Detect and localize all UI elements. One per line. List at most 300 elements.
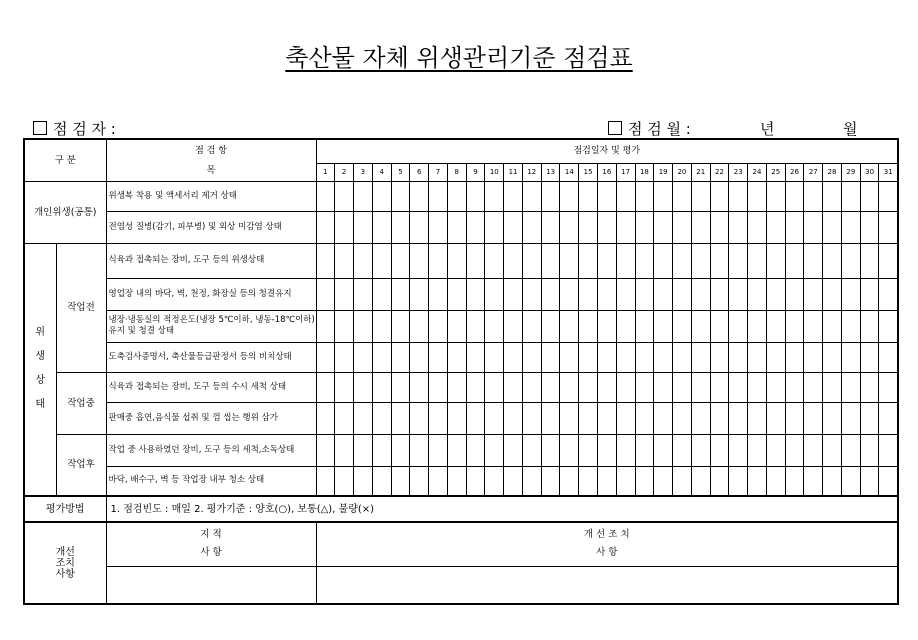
grid-cell[interactable] (691, 243, 710, 278)
grid-cell[interactable] (316, 342, 335, 372)
grid-cell[interactable] (616, 243, 635, 278)
grid-cell[interactable] (579, 342, 598, 372)
grid-cell[interactable] (654, 181, 673, 211)
grid-cell[interactable] (729, 243, 748, 278)
grid-cell[interactable] (635, 466, 654, 496)
grid-cell[interactable] (429, 278, 448, 310)
grid-cell[interactable] (466, 310, 485, 342)
grid-cell[interactable] (466, 211, 485, 243)
grid-cell[interactable] (710, 181, 729, 211)
grid-cell[interactable] (804, 342, 823, 372)
grid-cell[interactable] (691, 211, 710, 243)
grid-cell[interactable] (841, 342, 860, 372)
grid-cell[interactable] (710, 372, 729, 402)
grid-cell[interactable] (785, 372, 804, 402)
grid-cell[interactable] (691, 342, 710, 372)
grid-cell[interactable] (597, 243, 616, 278)
grid-cell[interactable] (710, 211, 729, 243)
grid-cell[interactable] (466, 372, 485, 402)
grid-cell[interactable] (879, 466, 898, 496)
grid-cell[interactable] (391, 466, 410, 496)
grid-cell[interactable] (354, 466, 373, 496)
grid-cell[interactable] (616, 310, 635, 342)
grid-cell[interactable] (447, 372, 466, 402)
grid-cell[interactable] (410, 181, 429, 211)
grid-cell[interactable] (860, 278, 879, 310)
grid-cell[interactable] (391, 181, 410, 211)
grid-cell[interactable] (485, 278, 504, 310)
grid-cell[interactable] (391, 243, 410, 278)
grid-cell[interactable] (447, 466, 466, 496)
grid-cell[interactable] (541, 310, 560, 342)
grid-cell[interactable] (391, 372, 410, 402)
grid-cell[interactable] (823, 372, 842, 402)
grid-cell[interactable] (335, 211, 354, 243)
grid-cell[interactable] (522, 434, 541, 466)
grid-cell[interactable] (429, 434, 448, 466)
grid-cell[interactable] (316, 372, 335, 402)
grid-cell[interactable] (391, 342, 410, 372)
grid-cell[interactable] (410, 243, 429, 278)
grid-cell[interactable] (447, 342, 466, 372)
grid-cell[interactable] (579, 181, 598, 211)
grid-cell[interactable] (541, 434, 560, 466)
grid-cell[interactable] (504, 310, 523, 342)
grid-cell[interactable] (410, 466, 429, 496)
grid-cell[interactable] (823, 243, 842, 278)
grid-cell[interactable] (804, 211, 823, 243)
grid-cell[interactable] (766, 372, 785, 402)
grid-cell[interactable] (541, 372, 560, 402)
grid-cell[interactable] (841, 434, 860, 466)
grid-cell[interactable] (391, 278, 410, 310)
grid-cell[interactable] (635, 310, 654, 342)
grid-cell[interactable] (879, 243, 898, 278)
grid-cell[interactable] (316, 402, 335, 434)
grid-cell[interactable] (766, 181, 785, 211)
grid-cell[interactable] (504, 243, 523, 278)
grid-cell[interactable] (860, 466, 879, 496)
grid-cell[interactable] (485, 310, 504, 342)
grid-cell[interactable] (616, 278, 635, 310)
grid-cell[interactable] (485, 211, 504, 243)
grid-cell[interactable] (597, 211, 616, 243)
grid-cell[interactable] (729, 402, 748, 434)
grid-cell[interactable] (447, 243, 466, 278)
grid-cell[interactable] (654, 402, 673, 434)
grid-cell[interactable] (691, 434, 710, 466)
grid-cell[interactable] (654, 466, 673, 496)
grid-cell[interactable] (785, 181, 804, 211)
grid-cell[interactable] (372, 466, 391, 496)
grid-cell[interactable] (597, 434, 616, 466)
grid-cell[interactable] (804, 310, 823, 342)
grid-cell[interactable] (391, 434, 410, 466)
grid-cell[interactable] (447, 211, 466, 243)
grid-cell[interactable] (729, 342, 748, 372)
grid-cell[interactable] (429, 243, 448, 278)
grid-cell[interactable] (691, 372, 710, 402)
grid-cell[interactable] (354, 310, 373, 342)
point-out-input[interactable] (106, 566, 316, 604)
grid-cell[interactable] (541, 402, 560, 434)
grid-cell[interactable] (354, 181, 373, 211)
grid-cell[interactable] (410, 434, 429, 466)
grid-cell[interactable] (541, 243, 560, 278)
grid-cell[interactable] (579, 402, 598, 434)
grid-cell[interactable] (429, 181, 448, 211)
grid-cell[interactable] (335, 372, 354, 402)
grid-cell[interactable] (354, 243, 373, 278)
grid-cell[interactable] (466, 278, 485, 310)
grid-cell[interactable] (673, 243, 692, 278)
grid-cell[interactable] (447, 181, 466, 211)
grid-cell[interactable] (785, 278, 804, 310)
grid-cell[interactable] (316, 466, 335, 496)
grid-cell[interactable] (860, 402, 879, 434)
grid-cell[interactable] (466, 181, 485, 211)
grid-cell[interactable] (579, 372, 598, 402)
grid-cell[interactable] (635, 402, 654, 434)
grid-cell[interactable] (635, 278, 654, 310)
grid-cell[interactable] (316, 434, 335, 466)
grid-cell[interactable] (466, 402, 485, 434)
grid-cell[interactable] (748, 211, 767, 243)
grid-cell[interactable] (729, 211, 748, 243)
grid-cell[interactable] (522, 181, 541, 211)
grid-cell[interactable] (541, 211, 560, 243)
grid-cell[interactable] (410, 402, 429, 434)
grid-cell[interactable] (316, 278, 335, 310)
grid-cell[interactable] (654, 372, 673, 402)
grid-cell[interactable] (860, 310, 879, 342)
grid-cell[interactable] (597, 466, 616, 496)
grid-cell[interactable] (710, 402, 729, 434)
grid-cell[interactable] (597, 372, 616, 402)
grid-cell[interactable] (823, 278, 842, 310)
grid-cell[interactable] (841, 181, 860, 211)
grid-cell[interactable] (766, 243, 785, 278)
grid-cell[interactable] (673, 278, 692, 310)
grid-cell[interactable] (823, 434, 842, 466)
grid-cell[interactable] (804, 243, 823, 278)
grid-cell[interactable] (766, 342, 785, 372)
grid-cell[interactable] (541, 278, 560, 310)
grid-cell[interactable] (654, 278, 673, 310)
grid-cell[interactable] (560, 243, 579, 278)
grid-cell[interactable] (879, 211, 898, 243)
grid-cell[interactable] (372, 243, 391, 278)
grid-cell[interactable] (654, 211, 673, 243)
grid-cell[interactable] (710, 466, 729, 496)
grid-cell[interactable] (391, 211, 410, 243)
grid-cell[interactable] (691, 278, 710, 310)
grid-cell[interactable] (673, 342, 692, 372)
grid-cell[interactable] (748, 243, 767, 278)
grid-cell[interactable] (504, 211, 523, 243)
grid-cell[interactable] (354, 342, 373, 372)
grid-cell[interactable] (748, 278, 767, 310)
grid-cell[interactable] (429, 372, 448, 402)
grid-cell[interactable] (541, 181, 560, 211)
grid-cell[interactable] (522, 466, 541, 496)
grid-cell[interactable] (841, 243, 860, 278)
grid-cell[interactable] (785, 243, 804, 278)
grid-cell[interactable] (691, 310, 710, 342)
grid-cell[interactable] (841, 402, 860, 434)
grid-cell[interactable] (748, 181, 767, 211)
grid-cell[interactable] (522, 342, 541, 372)
grid-cell[interactable] (372, 342, 391, 372)
grid-cell[interactable] (316, 310, 335, 342)
grid-cell[interactable] (804, 466, 823, 496)
grid-cell[interactable] (597, 278, 616, 310)
grid-cell[interactable] (372, 372, 391, 402)
grid-cell[interactable] (673, 181, 692, 211)
grid-cell[interactable] (541, 466, 560, 496)
grid-cell[interactable] (429, 211, 448, 243)
grid-cell[interactable] (504, 402, 523, 434)
grid-cell[interactable] (597, 181, 616, 211)
grid-cell[interactable] (766, 211, 785, 243)
grid-cell[interactable] (372, 310, 391, 342)
grid-cell[interactable] (804, 181, 823, 211)
grid-cell[interactable] (354, 278, 373, 310)
grid-cell[interactable] (372, 181, 391, 211)
grid-cell[interactable] (673, 434, 692, 466)
grid-cell[interactable] (860, 243, 879, 278)
grid-cell[interactable] (466, 243, 485, 278)
grid-cell[interactable] (316, 211, 335, 243)
grid-cell[interactable] (710, 434, 729, 466)
grid-cell[interactable] (673, 310, 692, 342)
grid-cell[interactable] (466, 342, 485, 372)
grid-cell[interactable] (804, 434, 823, 466)
grid-cell[interactable] (429, 466, 448, 496)
grid-cell[interactable] (729, 310, 748, 342)
grid-cell[interactable] (635, 342, 654, 372)
grid-cell[interactable] (447, 434, 466, 466)
grid-cell[interactable] (579, 434, 598, 466)
grid-cell[interactable] (522, 211, 541, 243)
grid-cell[interactable] (841, 466, 860, 496)
grid-cell[interactable] (391, 402, 410, 434)
grid-cell[interactable] (485, 372, 504, 402)
grid-cell[interactable] (748, 402, 767, 434)
grid-cell[interactable] (673, 466, 692, 496)
grid-cell[interactable] (372, 402, 391, 434)
grid-cell[interactable] (673, 402, 692, 434)
grid-cell[interactable] (879, 278, 898, 310)
grid-cell[interactable] (748, 310, 767, 342)
grid-cell[interactable] (335, 402, 354, 434)
grid-cell[interactable] (354, 372, 373, 402)
grid-cell[interactable] (785, 434, 804, 466)
grid-cell[interactable] (823, 402, 842, 434)
grid-cell[interactable] (541, 342, 560, 372)
grid-cell[interactable] (823, 310, 842, 342)
grid-cell[interactable] (522, 243, 541, 278)
grid-cell[interactable] (429, 402, 448, 434)
grid-cell[interactable] (691, 181, 710, 211)
grid-cell[interactable] (579, 310, 598, 342)
grid-cell[interactable] (522, 372, 541, 402)
grid-cell[interactable] (429, 310, 448, 342)
grid-cell[interactable] (335, 466, 354, 496)
grid-cell[interactable] (860, 434, 879, 466)
grid-cell[interactable] (597, 310, 616, 342)
grid-cell[interactable] (485, 402, 504, 434)
grid-cell[interactable] (335, 342, 354, 372)
grid-cell[interactable] (729, 372, 748, 402)
grid-cell[interactable] (410, 278, 429, 310)
grid-cell[interactable] (616, 211, 635, 243)
grid-cell[interactable] (635, 434, 654, 466)
grid-cell[interactable] (504, 372, 523, 402)
grid-cell[interactable] (560, 342, 579, 372)
grid-cell[interactable] (597, 402, 616, 434)
grid-cell[interactable] (579, 466, 598, 496)
grid-cell[interactable] (766, 434, 785, 466)
grid-cell[interactable] (522, 402, 541, 434)
grid-cell[interactable] (710, 310, 729, 342)
grid-cell[interactable] (654, 342, 673, 372)
grid-cell[interactable] (766, 278, 785, 310)
grid-cell[interactable] (823, 466, 842, 496)
grid-cell[interactable] (560, 372, 579, 402)
grid-cell[interactable] (560, 466, 579, 496)
grid-cell[interactable] (410, 310, 429, 342)
grid-cell[interactable] (823, 211, 842, 243)
grid-cell[interactable] (860, 342, 879, 372)
grid-cell[interactable] (616, 372, 635, 402)
grid-cell[interactable] (691, 466, 710, 496)
grid-cell[interactable] (879, 434, 898, 466)
grid-cell[interactable] (504, 434, 523, 466)
grid-cell[interactable] (316, 243, 335, 278)
grid-cell[interactable] (766, 402, 785, 434)
grid-cell[interactable] (485, 466, 504, 496)
grid-cell[interactable] (879, 310, 898, 342)
grid-cell[interactable] (710, 342, 729, 372)
grid-cell[interactable] (447, 402, 466, 434)
grid-cell[interactable] (560, 434, 579, 466)
grid-cell[interactable] (579, 211, 598, 243)
grid-cell[interactable] (522, 278, 541, 310)
grid-cell[interactable] (879, 342, 898, 372)
grid-cell[interactable] (391, 310, 410, 342)
grid-cell[interactable] (354, 211, 373, 243)
grid-cell[interactable] (729, 181, 748, 211)
inspector-checkbox[interactable] (33, 121, 47, 135)
grid-cell[interactable] (841, 211, 860, 243)
grid-cell[interactable] (729, 466, 748, 496)
grid-cell[interactable] (804, 402, 823, 434)
grid-cell[interactable] (766, 466, 785, 496)
grid-cell[interactable] (879, 402, 898, 434)
grid-cell[interactable] (616, 402, 635, 434)
grid-cell[interactable] (860, 372, 879, 402)
grid-cell[interactable] (560, 402, 579, 434)
grid-cell[interactable] (354, 402, 373, 434)
grid-cell[interactable] (372, 211, 391, 243)
grid-cell[interactable] (841, 278, 860, 310)
grid-cell[interactable] (616, 181, 635, 211)
grid-cell[interactable] (447, 278, 466, 310)
grid-cell[interactable] (729, 278, 748, 310)
grid-cell[interactable] (560, 211, 579, 243)
grid-cell[interactable] (410, 342, 429, 372)
grid-cell[interactable] (860, 211, 879, 243)
grid-cell[interactable] (504, 278, 523, 310)
grid-cell[interactable] (654, 434, 673, 466)
grid-cell[interactable] (504, 181, 523, 211)
month-checkbox[interactable] (608, 121, 622, 135)
grid-cell[interactable] (785, 211, 804, 243)
grid-cell[interactable] (635, 372, 654, 402)
grid-cell[interactable] (710, 243, 729, 278)
grid-cell[interactable] (485, 181, 504, 211)
grid-cell[interactable] (616, 466, 635, 496)
grid-cell[interactable] (785, 342, 804, 372)
grid-cell[interactable] (504, 342, 523, 372)
grid-cell[interactable] (335, 434, 354, 466)
grid-cell[interactable] (823, 342, 842, 372)
grid-cell[interactable] (579, 278, 598, 310)
grid-cell[interactable] (748, 434, 767, 466)
grid-cell[interactable] (860, 181, 879, 211)
grid-cell[interactable] (410, 372, 429, 402)
grid-cell[interactable] (410, 211, 429, 243)
grid-cell[interactable] (654, 310, 673, 342)
grid-cell[interactable] (785, 402, 804, 434)
grid-cell[interactable] (635, 243, 654, 278)
grid-cell[interactable] (316, 181, 335, 211)
grid-cell[interactable] (635, 181, 654, 211)
grid-cell[interactable] (466, 434, 485, 466)
grid-cell[interactable] (879, 372, 898, 402)
grid-cell[interactable] (804, 278, 823, 310)
grid-cell[interactable] (804, 372, 823, 402)
grid-cell[interactable] (635, 211, 654, 243)
grid-cell[interactable] (748, 372, 767, 402)
grid-cell[interactable] (841, 310, 860, 342)
grid-cell[interactable] (335, 310, 354, 342)
grid-cell[interactable] (485, 434, 504, 466)
grid-cell[interactable] (673, 372, 692, 402)
grid-cell[interactable] (560, 310, 579, 342)
grid-cell[interactable] (372, 278, 391, 310)
grid-cell[interactable] (785, 310, 804, 342)
grid-cell[interactable] (372, 434, 391, 466)
grid-cell[interactable] (335, 278, 354, 310)
grid-cell[interactable] (616, 434, 635, 466)
grid-cell[interactable] (485, 342, 504, 372)
grid-cell[interactable] (841, 372, 860, 402)
grid-cell[interactable] (710, 278, 729, 310)
grid-cell[interactable] (785, 466, 804, 496)
grid-cell[interactable] (335, 243, 354, 278)
grid-cell[interactable] (522, 310, 541, 342)
grid-cell[interactable] (466, 466, 485, 496)
grid-cell[interactable] (616, 342, 635, 372)
grid-cell[interactable] (579, 243, 598, 278)
grid-cell[interactable] (560, 181, 579, 211)
grid-cell[interactable] (597, 342, 616, 372)
grid-cell[interactable] (748, 342, 767, 372)
grid-cell[interactable] (766, 310, 785, 342)
grid-cell[interactable] (748, 466, 767, 496)
